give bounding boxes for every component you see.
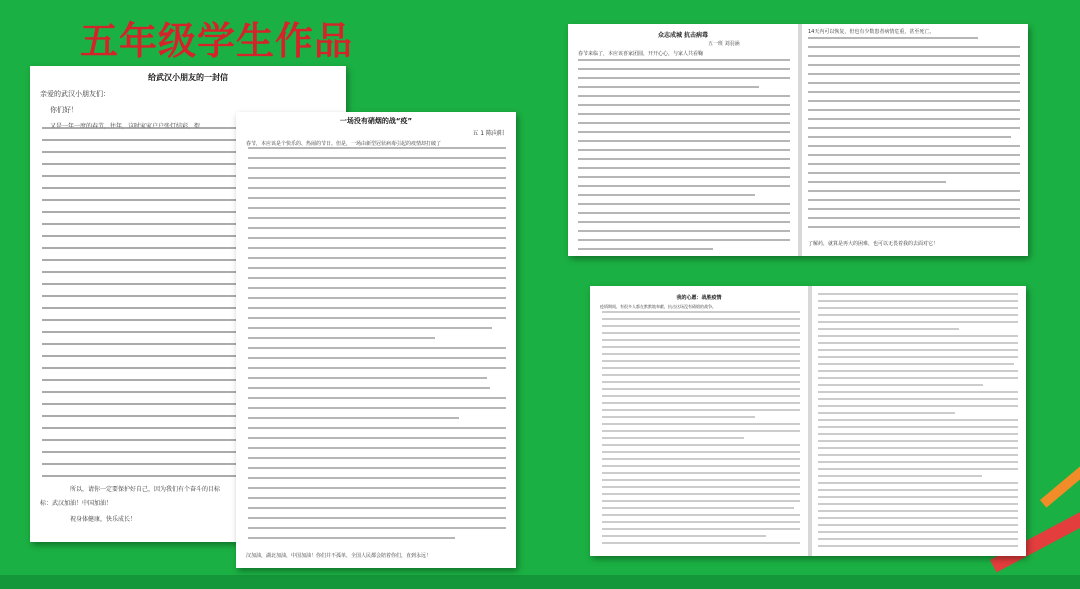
essay-greeting: 亲爱的武汉小朋友们： xyxy=(40,90,110,98)
essay-author: 五一班 刘羽涵 xyxy=(708,41,740,47)
essay-closing: 所以，请你一定要保护好自己，因为我们有个奋斗的目标 xyxy=(70,486,221,493)
essay-heading: 一场没有硝烟的战“疫” xyxy=(339,117,413,125)
essay-line: 春节来临了，本应该喜家团圆，开开心心，与家人共看鞠 xyxy=(578,51,704,57)
essay-heading: 众志成城 抗击病毒 xyxy=(657,32,709,39)
text-lines xyxy=(236,112,516,568)
essay-closing: 祝身体健康，快乐成长！ xyxy=(70,516,137,523)
essay-line: 14天内可以恢复，但也有少数患者病情危重，甚至死亡。 xyxy=(808,29,935,35)
essay-ending: 汉加油，湖北加油，中国加油！你们并不孤单，全国人民都会陪着你们，直到永远！ xyxy=(246,553,432,559)
essay-hello: 你们好！ xyxy=(50,106,78,114)
essay-line: 又是一年一度的春节，往年，这时家家户户张灯结彩，街 xyxy=(50,123,201,130)
essay-heading: 我的心愿：战胜疫情 xyxy=(676,295,722,301)
essay-line: 疫情期间，有很多人都在默默地奉献，抗击这场没有硝烟的战争。 xyxy=(600,304,716,309)
essay-closing: 标：武汉加油！中国加油！ xyxy=(40,500,113,507)
essay-page-4 xyxy=(590,286,1026,556)
essay-page-2 xyxy=(236,112,516,568)
essay-page-3 xyxy=(568,24,1028,256)
page-title: 五年级学生作品 xyxy=(80,19,354,63)
essay-author: 五 1 陈向阳 xyxy=(472,130,504,137)
essay-line: 春节，本应该是个快乐的、热闹的节日。但是，一场由新型冠状病毒引起的疫情却打破了 xyxy=(246,141,442,147)
essay-ending: 了解药，就算是再大的困难，也可以无畏着我的去面对它！ xyxy=(808,241,939,247)
text-lines xyxy=(568,24,1028,256)
essay-heading: 给武汉小朋友的一封信 xyxy=(148,73,228,82)
text-lines xyxy=(590,286,1026,556)
decorative-stripe xyxy=(1040,449,1080,508)
